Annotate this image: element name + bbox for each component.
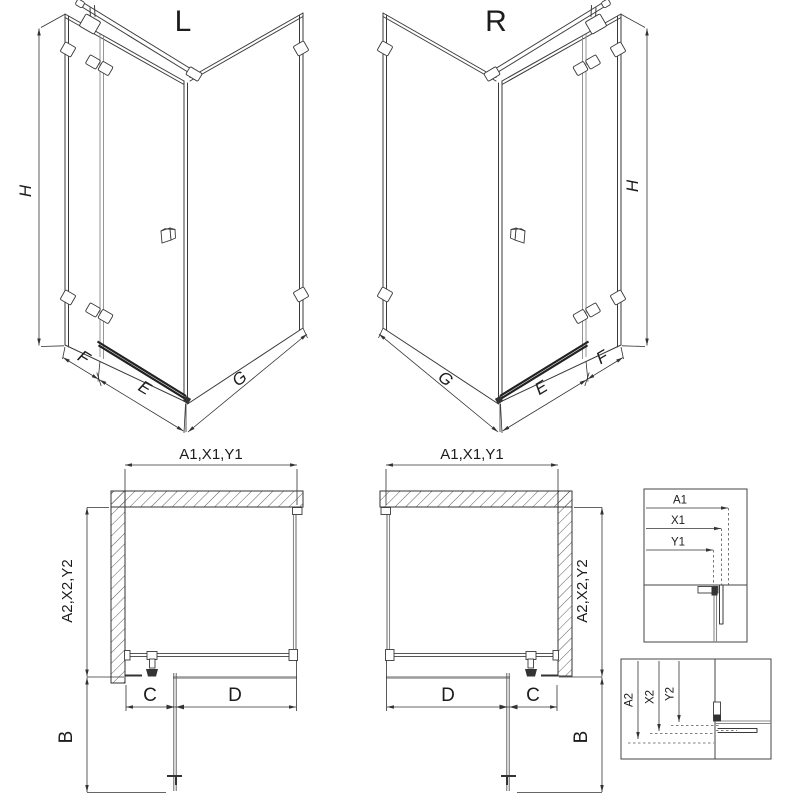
side-panel-bottom-edge: [383, 328, 499, 404]
wall-left: [111, 491, 125, 683]
side-dim-label: G: [434, 367, 457, 391]
door-handle: [511, 228, 526, 243]
isometric-view-left: [16, 0, 309, 433]
door-hinge: [585, 55, 600, 70]
door-hinge: [85, 55, 100, 70]
detail-width-measurements: [644, 489, 747, 642]
right-wall-profile: [300, 13, 304, 330]
segment-c-label: C: [526, 685, 540, 706]
y1-label: Y1: [670, 536, 686, 549]
support-bar-end-cap: [601, 0, 611, 8]
support-bar-corner-fitting: [484, 67, 501, 82]
wall-bracket: [377, 287, 393, 303]
depth-dim-label: A2,X2,Y2: [574, 559, 591, 623]
wall-bracket: [293, 41, 309, 57]
open-door: [174, 673, 176, 791]
side-panel-bottom-edge: [188, 328, 304, 404]
profile-section: [720, 585, 724, 624]
x1-label: X1: [670, 515, 686, 527]
segment-c-label: C: [143, 685, 157, 706]
a2-label: A2: [623, 692, 636, 708]
variant-label-right: R: [485, 5, 507, 38]
profile-section: [718, 729, 757, 733]
door-hinge: [585, 303, 600, 318]
plan-view-right: [380, 446, 602, 793]
wall-bracket: [610, 42, 626, 58]
side-dim-label: G: [228, 367, 251, 391]
door-pivot: [146, 652, 158, 677]
x2-label: X2: [644, 689, 657, 705]
segment-d-label: D: [228, 685, 242, 706]
return-dim-label: F: [592, 346, 612, 369]
height-dim-label: H: [16, 184, 35, 198]
variant-label-left: L: [174, 5, 192, 38]
door-dim-label: E: [531, 376, 551, 399]
detail-depth-measurements: [621, 659, 771, 759]
wall-top: [111, 491, 303, 507]
door-pivot: [525, 652, 537, 677]
wall-bracket: [377, 41, 393, 57]
side-panel-top-edge: [383, 13, 496, 81]
door-dim-label: E: [135, 376, 155, 399]
support-bar-end-cap: [75, 0, 85, 8]
door-handle: [161, 228, 176, 243]
wall-bracket: [60, 290, 76, 306]
y2-label: Y2: [664, 686, 677, 702]
glass-section: [715, 721, 771, 724]
wall-bracket: [610, 290, 626, 306]
wall-bracket: [60, 42, 76, 58]
open-door: [507, 673, 509, 791]
support-bar-corner-fitting: [186, 67, 203, 82]
isometric-view-right: [377, 0, 647, 433]
wall-right: [558, 491, 572, 676]
side-panel-top-edge: [190, 13, 303, 81]
door-handle: [501, 776, 516, 785]
door-hinge: [85, 303, 100, 318]
swing-b-label: B: [571, 730, 592, 744]
wall-top: [380, 491, 572, 507]
corner-post: [499, 81, 503, 403]
left-wall-profile: [383, 13, 387, 330]
depth-dim-label: A2,X2,Y2: [59, 559, 76, 623]
height-dim-label: H: [623, 179, 642, 193]
corner-post: [184, 81, 188, 403]
segment-d-label: D: [441, 685, 455, 706]
return-dim-label: F: [74, 346, 94, 369]
width-dim-label: A1,X1,Y1: [179, 446, 243, 463]
swing-b-label: B: [56, 730, 77, 744]
a1-label: A1: [672, 494, 688, 507]
wall-bracket: [293, 287, 309, 303]
plan-view-left: [56, 446, 303, 793]
width-dim-label: A1,X1,Y1: [440, 446, 504, 463]
door-handle: [167, 776, 182, 785]
